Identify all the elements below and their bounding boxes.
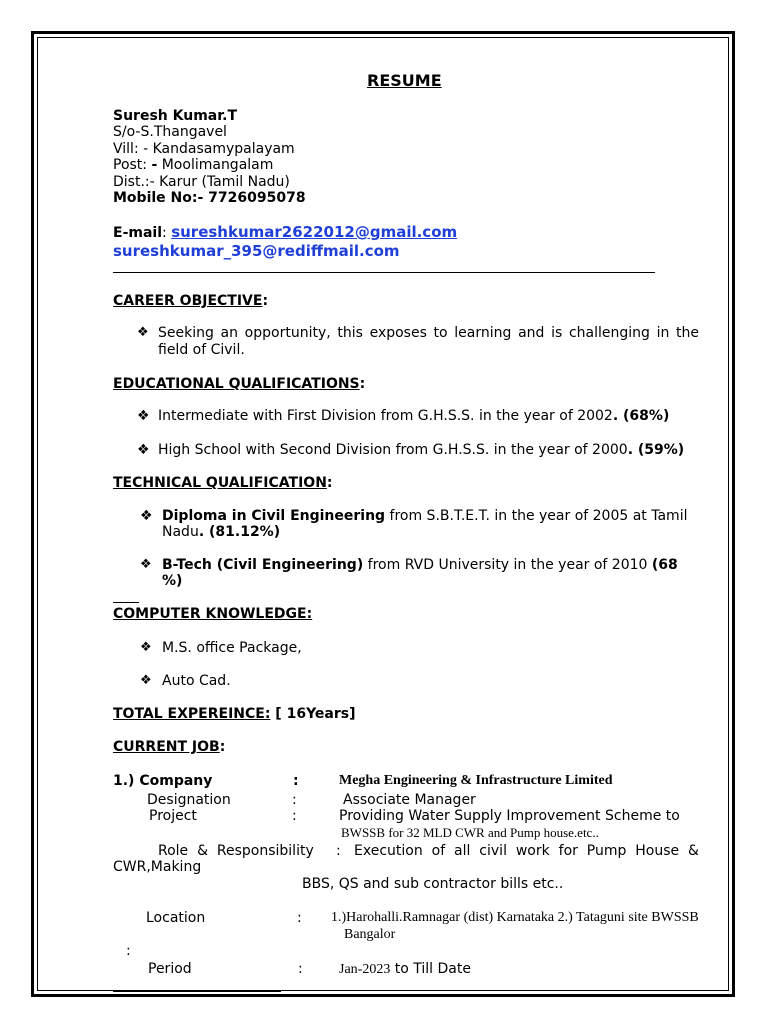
current-job-heading: [113, 739, 225, 755]
btech-details: from RVD University in the year of 2010: [363, 557, 652, 573]
email-link-rediffmail[interactable]: sureshkumar_395@rediffmail.com: [113, 242, 400, 260]
job-role-line2: CWR,Making: [113, 859, 202, 875]
technical-item-diploma: [162, 508, 687, 524]
mobile-number: Mobile No:- 7726095078: [113, 190, 306, 206]
diamond-bullet-icon: ❖: [137, 408, 150, 424]
diploma-percent: . (81.12%): [198, 524, 281, 540]
diamond-bullet-icon: ❖: [137, 325, 149, 340]
stray-colon: :: [126, 943, 131, 959]
short-divider: [113, 602, 139, 603]
technical-item-diploma-line2: [162, 524, 280, 540]
diamond-bullet-icon: ❖: [137, 442, 150, 458]
diamond-bullet-icon: ❖: [140, 557, 152, 572]
job-project-line2: BWSSB for 32 MLD CWR and Pump house.etc..: [341, 825, 599, 840]
computer-knowledge-heading: COMPUTER KNOWLEDGE:: [113, 606, 313, 622]
total-experience: [113, 706, 356, 722]
email-colon: :: [162, 225, 172, 241]
post-value: Moolimangalam: [157, 157, 274, 173]
career-objective-heading-text: CAREER OBJECTIVE: [113, 293, 263, 309]
village: Vill: - Kandasamypalayam: [113, 141, 295, 157]
diploma-state: Nadu: [162, 524, 199, 540]
post-dash: -: [151, 157, 158, 173]
job-period-end: to Till Date: [390, 961, 471, 977]
district: Dist.:- Karur (Tamil Nadu): [113, 174, 290, 190]
education-heading-colon: :: [359, 376, 366, 392]
job-role-line1: Role & Responsibility : Execution of all civil work for Pump House &: [158, 843, 699, 859]
job-location-line2: Bangalor: [344, 927, 396, 942]
btech-title: B-Tech (Civil Engineering): [162, 557, 364, 573]
job-location-label: Location: [146, 910, 206, 926]
job-period-label: Period: [148, 961, 192, 977]
diamond-bullet-icon: ❖: [140, 508, 153, 524]
job-period-start: Jan-2023: [339, 962, 391, 977]
technical-heading: [113, 475, 333, 491]
diploma-details: from S.B.T.E.T. in the year of 2005 at Tamil: [385, 508, 688, 524]
education-heading-text: EDUCATIONAL QUALIFICATIONS: [113, 376, 360, 392]
education-item: [158, 442, 684, 458]
education-item-percent: . (68%): [612, 408, 670, 424]
technical-item-btech: [162, 557, 678, 573]
current-job-heading-text: CURRENT JOB: [113, 739, 220, 755]
career-objective-text: Seeking an opportunity, this exposes to learning and is challenging in the field of Civil.: [158, 325, 699, 358]
father-name: S/o-S.Thangavel: [113, 124, 227, 140]
total-experience-value: [ 16Years]: [270, 706, 356, 722]
education-heading: [113, 376, 365, 392]
bottom-divider: [113, 991, 281, 992]
job-location-colon: :: [297, 910, 302, 926]
btech-percent-line2: %): [162, 573, 183, 589]
job-project-line1: Providing Water Supply Improvement Scheme to: [339, 808, 680, 824]
job-period-colon: :: [298, 961, 303, 977]
post: [113, 157, 273, 173]
diamond-bullet-icon: ❖: [140, 640, 152, 655]
email-line: [113, 224, 457, 241]
job-company-colon: :: [293, 773, 299, 789]
job-role-line3: BBS, QS and sub contractor bills etc..: [302, 876, 564, 892]
career-objective-heading: [113, 293, 268, 309]
job-designation-label: Designation: [147, 792, 231, 808]
job-location-line1: 1.)Harohalli.Ramnagar (dist) Karnataka 2.) Tataguni site BWSSB: [331, 910, 699, 925]
job-designation-colon: :: [292, 792, 297, 808]
resume-title: RESUME: [367, 71, 442, 90]
education-item-text: High School with Second Division from G.H.S.S. in the year of 2000: [158, 442, 628, 458]
email-label: E-mail: [113, 225, 163, 241]
job-designation-value: Associate Manager: [343, 792, 476, 808]
post-label: Post:: [113, 157, 152, 173]
job-company-name: Megha Engineering & Infrastructure Limited: [339, 773, 613, 788]
contact-divider: [113, 272, 655, 273]
candidate-name: Suresh Kumar.T: [113, 108, 238, 124]
diploma-title: Diploma in Civil Engineering: [162, 508, 386, 524]
job-project-colon: :: [292, 808, 297, 824]
technical-heading-text: TECHNICAL QUALIFICATION: [113, 475, 327, 491]
current-job-heading-colon: :: [219, 739, 226, 755]
diamond-bullet-icon: ❖: [140, 673, 152, 688]
career-objective-heading-colon: :: [262, 293, 269, 309]
technical-heading-colon: :: [326, 475, 333, 491]
education-item: [158, 408, 669, 424]
education-item-text: Intermediate with First Division from G.H.S.S. in the year of 2002: [158, 408, 613, 424]
computer-item: M.S. office Package,: [162, 640, 302, 656]
job-company-label: 1.) Company: [113, 773, 213, 789]
education-item-percent: . (59%): [627, 442, 685, 458]
job-project-label: Project: [149, 808, 197, 824]
computer-item: Auto Cad.: [162, 673, 231, 689]
total-experience-label: TOTAL EXPEREINCE:: [113, 706, 271, 722]
job-period-value: [339, 961, 471, 978]
btech-percent: (68: [651, 557, 678, 573]
email-link-gmail[interactable]: sureshkumar2622012@gmail.com: [171, 223, 458, 241]
